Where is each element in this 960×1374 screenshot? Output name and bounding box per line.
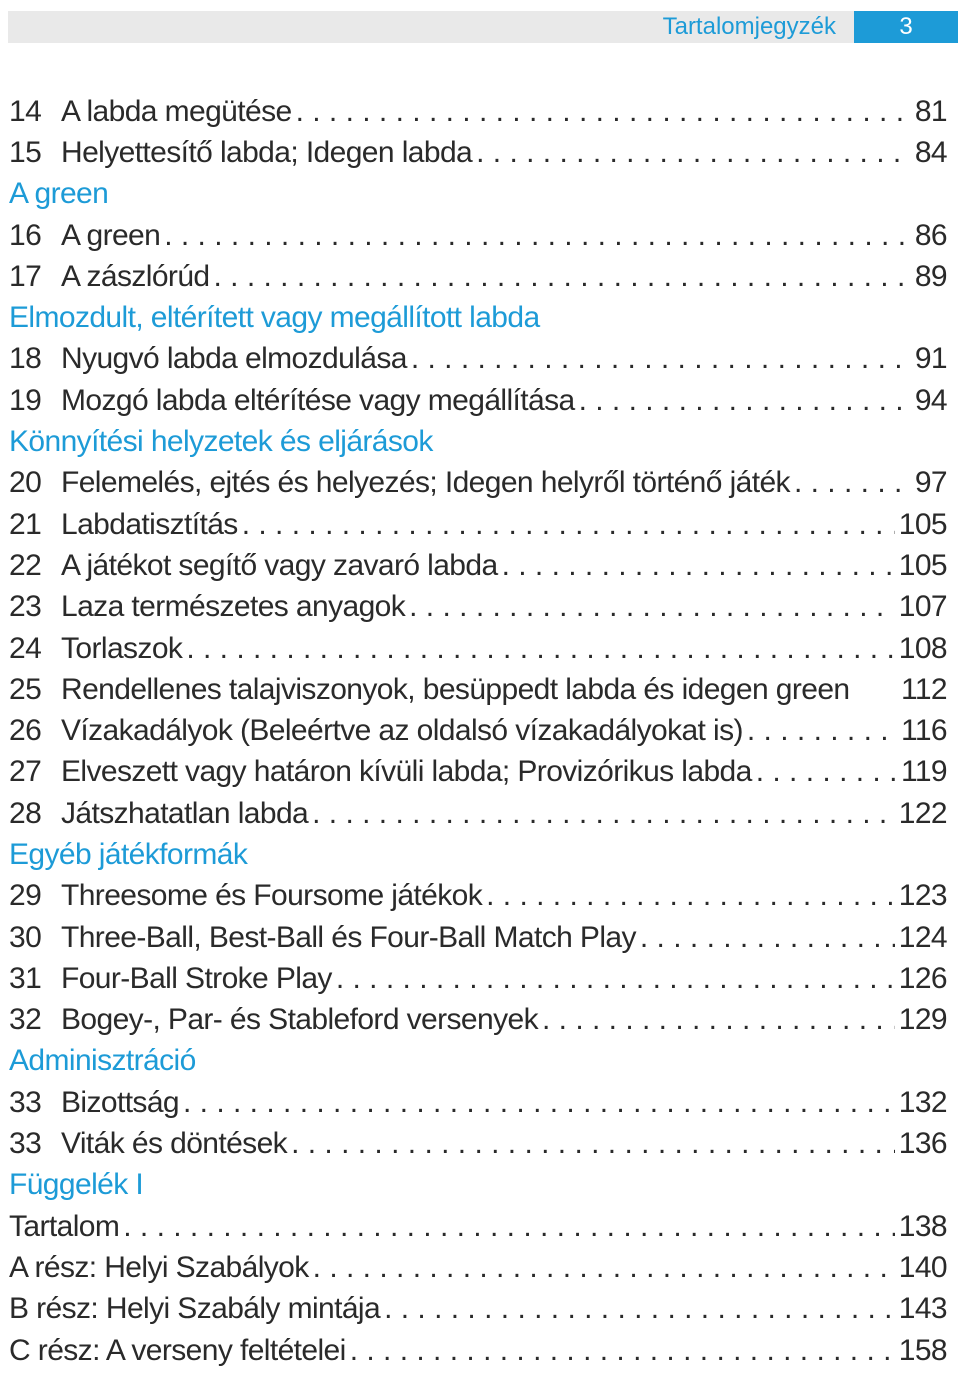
toc-entry[interactable] <box>9 91 947 132</box>
entry-page-number: 116 <box>900 714 947 748</box>
entry-page-number: 143 <box>898 1292 947 1326</box>
toc-entry[interactable] <box>9 1330 947 1371</box>
dot-leader <box>411 342 911 376</box>
dot-leader <box>476 136 911 170</box>
rule-number: 18 <box>9 342 42 376</box>
dot-leader <box>336 962 895 996</box>
toc-entry[interactable] <box>9 380 947 421</box>
toc-entry[interactable] <box>9 1123 947 1164</box>
entry-page-number: 126 <box>898 961 947 995</box>
entry-title: Felemelés, ejtés és helyezés; Idegen helyről történő játék <box>61 466 790 500</box>
entry-title: Rendellenes talajviszonyok, besüppedt labda és idegen green <box>61 672 850 706</box>
toc-entry[interactable] <box>9 545 947 586</box>
entry-page-number: 138 <box>898 1209 947 1243</box>
dot-leader <box>291 1127 895 1161</box>
entry-title: Mozgó labda eltérítése vagy megállítása <box>61 383 575 417</box>
dot-leader <box>384 1292 895 1326</box>
rule-number: 15 <box>9 135 42 169</box>
dot-leader <box>409 590 895 624</box>
rule-number: 21 <box>9 507 42 541</box>
toc-entry[interactable] <box>9 917 947 958</box>
dot-leader <box>313 1251 895 1285</box>
entry-page-number: 84 <box>914 135 947 169</box>
rule-number: 24 <box>9 631 42 665</box>
dot-leader <box>183 1086 895 1120</box>
entry-page-number: 91 <box>914 342 947 376</box>
toc-entry[interactable] <box>9 669 947 710</box>
entry-page-number: 97 <box>914 466 947 500</box>
entry-page-number: 122 <box>898 796 947 830</box>
toc-entry[interactable] <box>9 339 947 380</box>
section-title: Függelék I <box>9 1168 144 1202</box>
toc-entry[interactable] <box>9 1206 947 1247</box>
rule-number: 33 <box>9 1127 42 1161</box>
dot-leader <box>164 219 911 253</box>
entry-title: A labda megütése <box>61 94 292 128</box>
entry-title: A zászlórúd <box>61 259 210 293</box>
dot-leader <box>350 1334 895 1368</box>
header-bar <box>8 11 958 43</box>
dot-leader <box>640 921 895 955</box>
entry-page-number: 124 <box>898 920 947 954</box>
entry-title: Bizottság <box>61 1085 179 1119</box>
toc-entry[interactable] <box>9 793 947 834</box>
entry-title: Labdatisztítás <box>61 507 238 541</box>
toc-entry[interactable] <box>9 463 947 504</box>
rule-number: 23 <box>9 590 42 624</box>
rule-number: 32 <box>9 1003 42 1037</box>
toc-entry[interactable] <box>9 752 947 793</box>
toc-entry[interactable] <box>9 587 947 628</box>
entry-page-number: 89 <box>914 259 947 293</box>
rule-number: 14 <box>9 94 42 128</box>
rule-number: 33 <box>9 1085 42 1119</box>
toc-entry[interactable] <box>9 215 947 256</box>
page-number: 3 <box>854 11 958 43</box>
entry-title: Threesome és Foursome játékok <box>61 879 483 913</box>
entry-title: Vízakadályok (Beleértve az oldalsó vízakadályokat is) <box>61 714 743 748</box>
toc-section-heading <box>9 174 947 215</box>
rule-number: 29 <box>9 879 42 913</box>
entry-title: Laza természetes anyagok <box>61 590 406 624</box>
toc-entry[interactable] <box>9 958 947 999</box>
rule-number: 30 <box>9 920 42 954</box>
section-title: A green <box>9 177 109 211</box>
toc-entry[interactable] <box>9 1000 947 1041</box>
entry-title: Nyugvó labda elmozdulása <box>61 342 407 376</box>
entry-page-number: 108 <box>898 631 947 665</box>
dot-leader <box>296 95 911 129</box>
dot-leader <box>756 755 897 789</box>
dot-leader <box>186 632 894 666</box>
toc-section-heading <box>9 297 947 338</box>
section-title: Könnyítési helyzetek és eljárások <box>9 425 433 459</box>
entry-title: Helyettesítő labda; Idegen labda <box>61 135 473 169</box>
entry-title: Torlaszok <box>61 631 183 665</box>
rule-number: 28 <box>9 796 42 830</box>
entry-title: Tartalom <box>9 1209 120 1243</box>
rule-number: 31 <box>9 961 42 995</box>
toc-entry[interactable] <box>9 710 947 751</box>
entry-page-number: 94 <box>914 383 947 417</box>
entry-page-number: 123 <box>898 879 947 913</box>
entry-title: A játékot segítő vagy zavaró labda <box>61 548 498 582</box>
entry-page-number: 136 <box>898 1127 947 1161</box>
entry-title: Four-Ball Stroke Play <box>61 961 332 995</box>
entry-title: A rész: Helyi Szabályok <box>9 1250 309 1284</box>
dot-leader <box>123 1210 895 1244</box>
entry-page-number: 132 <box>898 1085 947 1119</box>
table-of-contents <box>9 91 947 1371</box>
section-title: Egyéb játékformák <box>9 837 248 871</box>
toc-section-heading <box>9 1165 947 1206</box>
rule-number: 17 <box>9 259 42 293</box>
section-title: Elmozdult, eltérített vagy megállított labda <box>9 301 540 335</box>
toc-entry[interactable] <box>9 1247 947 1288</box>
entry-title: Elveszett vagy határon kívüli labda; Provizórikus labda <box>61 755 752 789</box>
entry-title: A green <box>61 218 161 252</box>
page-title: Tartalomjegyzék <box>662 13 836 40</box>
entry-page-number: 112 <box>900 672 947 706</box>
entry-page-number: 107 <box>898 590 947 624</box>
rule-number: 26 <box>9 714 42 748</box>
rule-number: 19 <box>9 383 42 417</box>
entry-page-number: 140 <box>898 1250 947 1284</box>
entry-title: Bogey-, Par- és Stableford versenyek <box>61 1003 538 1037</box>
entry-title: C rész: A verseny feltételei <box>9 1333 346 1367</box>
toc-section-heading <box>9 1041 947 1082</box>
toc-section-heading <box>9 834 947 875</box>
toc-entry[interactable] <box>9 256 947 297</box>
dot-leader <box>747 714 897 748</box>
rule-number: 25 <box>9 672 42 706</box>
toc-entry[interactable] <box>9 1289 947 1330</box>
entry-title: Three-Ball, Best-Ball és Four-Ball Match Play <box>61 920 636 954</box>
toc-section-heading <box>9 421 947 462</box>
dot-leader <box>486 879 895 913</box>
dot-leader <box>502 549 895 583</box>
dot-leader <box>213 260 910 294</box>
rule-number: 16 <box>9 218 42 252</box>
dot-leader <box>579 384 911 418</box>
dot-leader <box>312 797 895 831</box>
section-title: Adminisztráció <box>9 1044 196 1078</box>
entry-page-number: 119 <box>900 755 947 789</box>
rule-number: 20 <box>9 466 42 500</box>
entry-title: B rész: Helyi Szabály mintája <box>9 1292 381 1326</box>
entry-page-number: 86 <box>914 218 947 252</box>
entry-title: Játszhatatlan labda <box>61 796 309 830</box>
rule-number: 22 <box>9 548 42 582</box>
rule-number: 27 <box>9 755 42 789</box>
dot-leader <box>542 1003 895 1037</box>
entry-title: Viták és döntések <box>61 1127 288 1161</box>
entry-page-number: 105 <box>898 507 947 541</box>
entry-page-number: 105 <box>898 548 947 582</box>
dot-leader <box>242 508 895 542</box>
toc-entry[interactable] <box>9 876 947 917</box>
entry-page-number: 158 <box>898 1333 947 1367</box>
dot-leader <box>794 466 911 500</box>
toc-entry[interactable] <box>9 132 947 173</box>
entry-page-number: 129 <box>898 1003 947 1037</box>
toc-entry[interactable] <box>9 504 947 545</box>
toc-entry[interactable] <box>9 628 947 669</box>
toc-entry[interactable] <box>9 1082 947 1123</box>
entry-page-number: 81 <box>914 94 947 128</box>
